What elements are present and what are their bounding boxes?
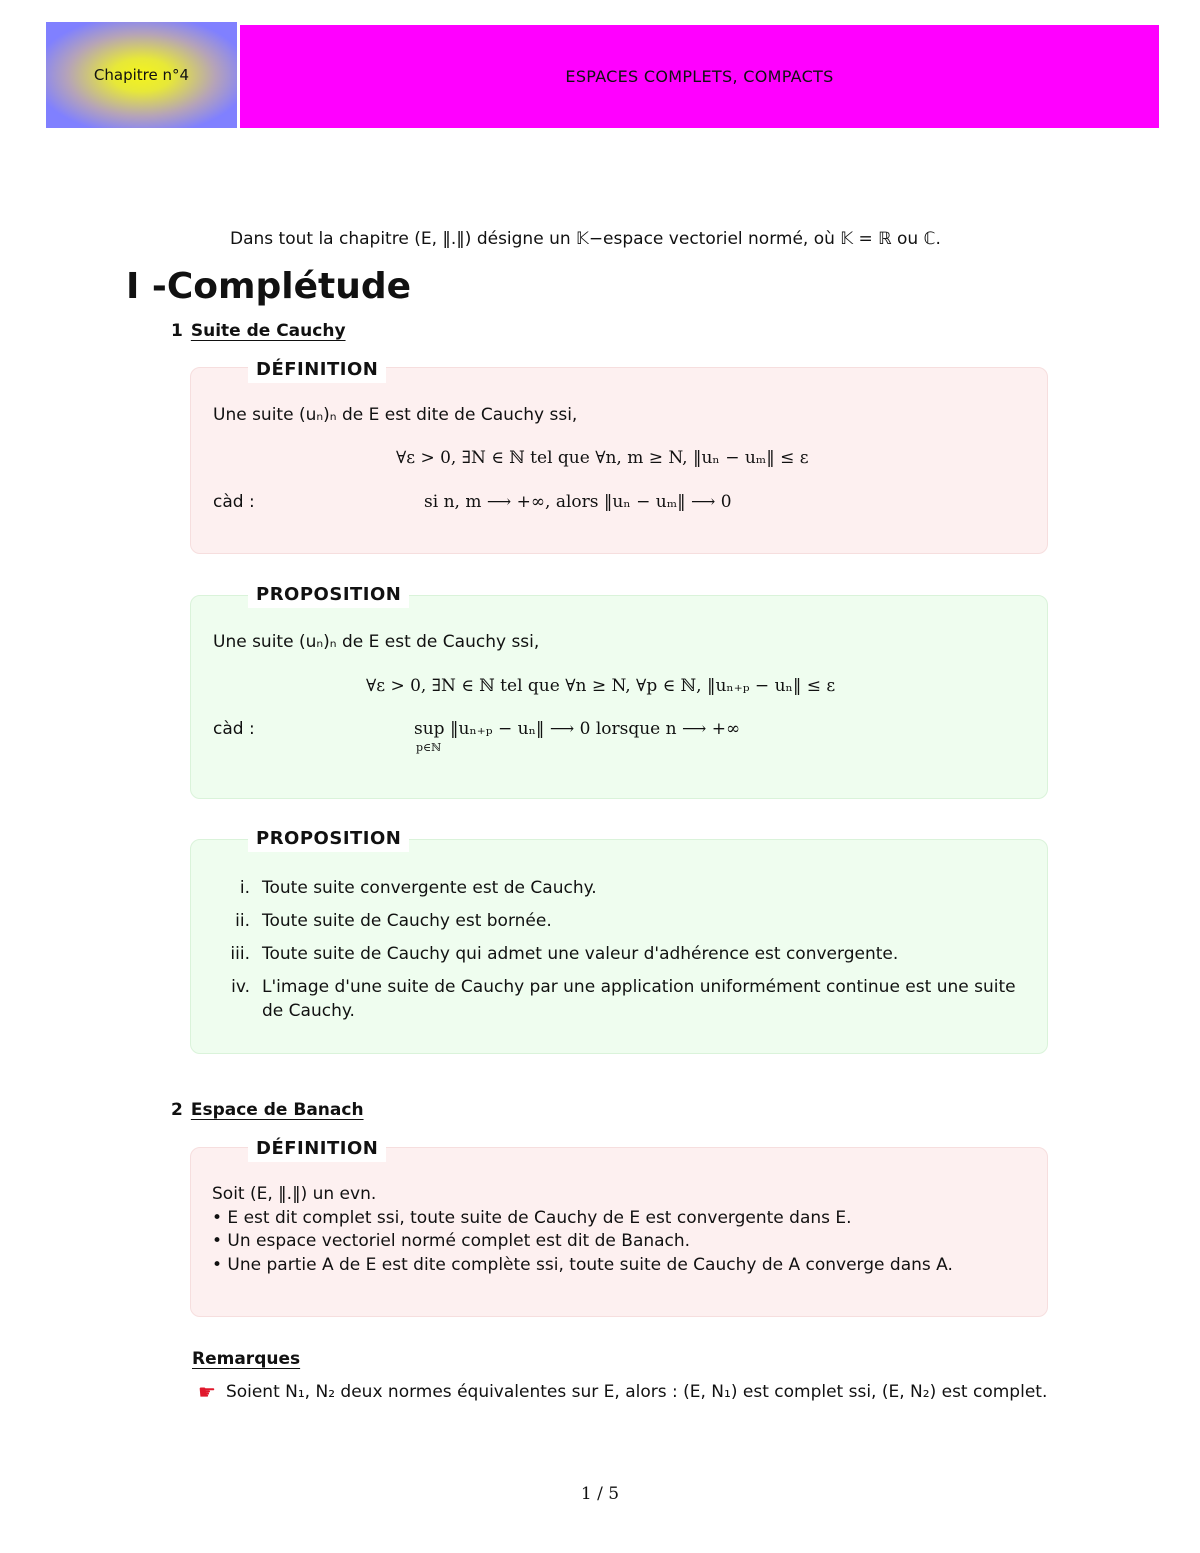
list-item-text: Toute suite de Cauchy est bornée.: [262, 911, 552, 931]
proposition-formula: ∀ε > 0, ∃N ∈ ℕ tel que ∀n ≥ N, ∀p ∈ ℕ, ‖uₙ₊ₚ − uₙ‖ ≤ ε: [366, 676, 836, 696]
definition-bullet: • E est dit complet ssi, toute suite de Cauchy de E est convergente dans E.: [212, 1207, 852, 1228]
list-item: [212, 975, 1027, 1023]
definition-text: Une suite (uₙ)ₙ de E est dite de Cauchy ssi,: [213, 405, 578, 425]
proposition-label: PROPOSITION: [248, 582, 409, 608]
chapter-title: ESPACES COMPLETS, COMPACTS: [565, 67, 834, 86]
chapter-badge: [46, 22, 237, 128]
proposition-label: PROPOSITION: [248, 826, 409, 852]
definition-label: DÉFINITION: [248, 357, 386, 383]
definition-bullet: • Une partie A de E est dite complète ssi, toute suite de Cauchy de A converge dans A.: [212, 1254, 953, 1275]
list-numeral: iii.: [230, 944, 250, 964]
page-number: 1 / 5: [580, 1484, 620, 1504]
remark-text: Soient N₁, N₂ deux normes équivalentes sur E, alors : (E, N₁) est complet ssi, (E, N₂) est complet.: [225, 1382, 1048, 1402]
subsection-1-heading: [171, 321, 346, 341]
list-item-text: Toute suite convergente est de Cauchy.: [262, 878, 597, 898]
definition-bullet: • Un espace vectoriel normé complet est dit de Banach.: [212, 1231, 691, 1251]
cad-formula: si n, m ⟶ +∞, alors ‖uₙ − uₘ‖ ⟶ 0: [424, 492, 732, 512]
cad-label: càd :: [213, 492, 255, 512]
list-item: [212, 876, 1027, 900]
cad-label: càd :: [213, 719, 255, 739]
definition-label: DÉFINITION: [248, 1136, 386, 1162]
remark-item: [198, 1380, 1047, 1404]
list-numeral: iv.: [231, 977, 250, 997]
list-item: [212, 942, 1027, 966]
definition-line: Soit (E, ‖.‖) un evn.: [212, 1184, 377, 1204]
subsection-number: 2: [171, 1100, 183, 1120]
chapter-label: Chapitre n°4: [93, 66, 190, 84]
sup-operator: sup: [414, 719, 445, 739]
subsection-title: Espace de Banach: [190, 1100, 364, 1120]
list-item: [212, 909, 1027, 933]
list-numeral: i.: [239, 878, 250, 898]
list-item-text: L'image d'une suite de Cauchy par une application uniformément continue est une suite de Cauchy.: [262, 977, 1016, 1021]
list-numeral: ii.: [235, 911, 250, 931]
subsection-2-heading: [171, 1100, 364, 1120]
intro-text: Dans tout la chapitre (E, ‖.‖) désigne un 𝕂−espace vectoriel normé, où 𝕂 = ℝ ou ℂ.: [230, 229, 941, 249]
section-title: I -Complétude: [126, 266, 412, 307]
sup-subscript: p∈ℕ: [416, 741, 442, 754]
cad-formula: ‖uₙ₊ₚ − uₙ‖ ⟶ 0 lorsque n ⟶ +∞: [450, 719, 741, 739]
proposition-box-cauchy-criterion: [190, 595, 1048, 799]
subsection-number: 1: [171, 321, 183, 341]
pointing-hand-icon: ☛: [198, 1380, 216, 1404]
definition-lines: [212, 1183, 953, 1277]
chapter-title-banner: [240, 25, 1159, 128]
properties-list: [212, 876, 1027, 1032]
remarks-heading: Remarques: [192, 1349, 301, 1369]
proposition-text: Une suite (uₙ)ₙ de E est de Cauchy ssi,: [213, 632, 540, 652]
subsection-title: Suite de Cauchy: [190, 321, 346, 341]
list-item-text: Toute suite de Cauchy qui admet une valeur d'adhérence est convergente.: [262, 944, 899, 964]
definition-formula: ∀ε > 0, ∃N ∈ ℕ tel que ∀n, m ≥ N, ‖uₙ − uₘ‖ ≤ ε: [396, 448, 809, 468]
